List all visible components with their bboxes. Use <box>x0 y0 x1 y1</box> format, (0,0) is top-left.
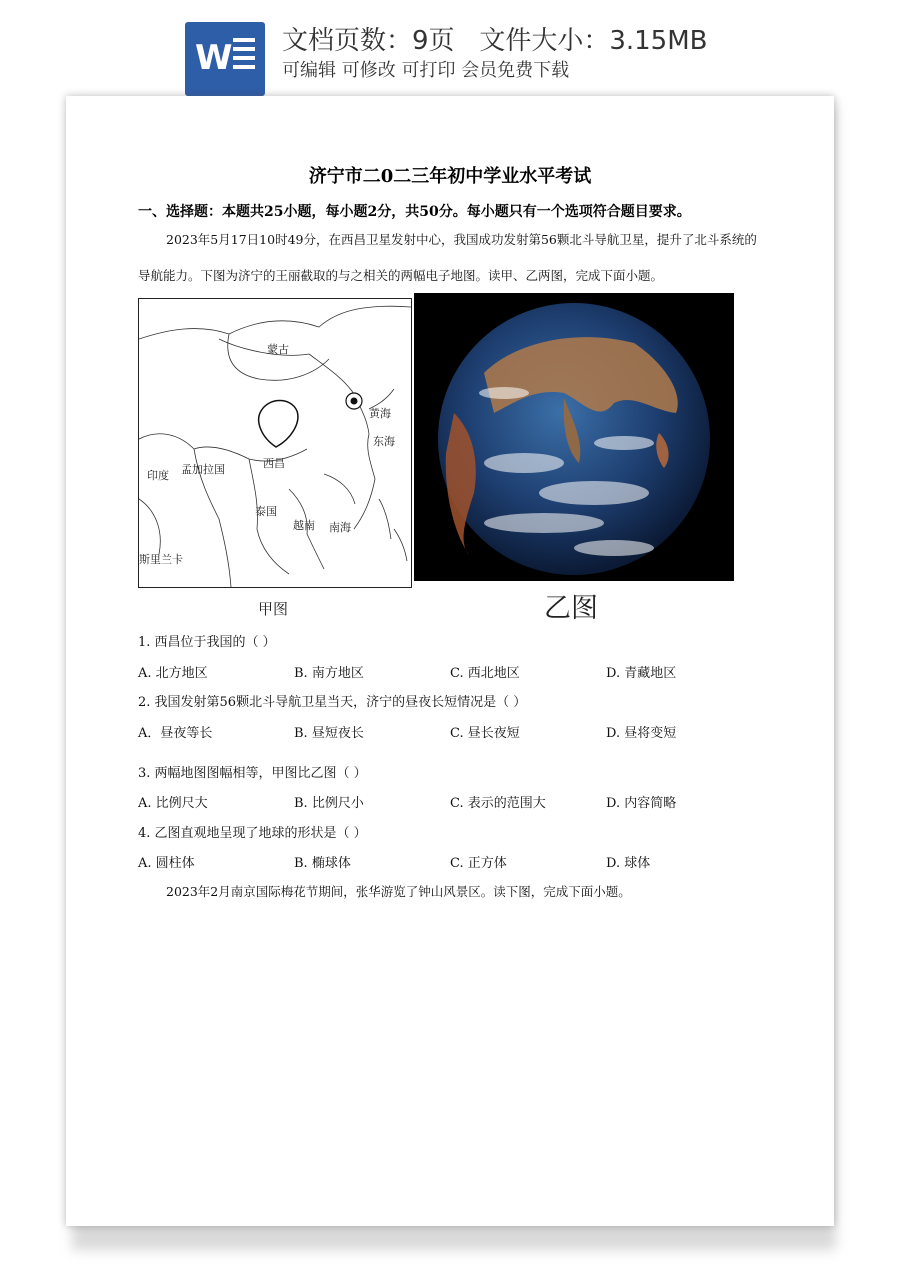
question-intro: 2023年5月17日10时49分，在西昌卫星发射中心，我国成功发射第56颗北斗导航卫星，提升了北斗系统的导航能力。下图为济宁的王丽截取的与之相关的两幅电子地图。读甲、乙两图，完成下面小题。 <box>138 232 757 283</box>
question-1: 1. 西昌位于我国的（ ） <box>138 635 276 650</box>
label-india: 印度 <box>147 469 169 482</box>
label-yellow-sea: 黄海 <box>369 407 391 420</box>
q2-option-b: B. 昼短夜长 <box>294 726 364 741</box>
q1-option-a: A. 北方地区 <box>138 666 208 681</box>
file-features: 可编辑 可修改 可打印 会员免费下载 <box>282 60 570 81</box>
q1-option-b: B. 南方地区 <box>294 666 364 681</box>
q4-option-d: D. 球体 <box>606 856 651 871</box>
download-banner <box>0 0 900 100</box>
label-south-sea: 南海 <box>329 521 351 534</box>
label-east-sea: 东海 <box>373 435 395 448</box>
section-heading: 一、选择题：本题共25小题，每小题2分，共50分。每小题只有一个选项符合题目要求。 <box>138 204 691 220</box>
word-icon <box>185 22 265 96</box>
q2-option-d: D. 昼将变短 <box>606 726 677 741</box>
q4-option-b: B. 椭球体 <box>294 856 351 871</box>
file-info-title: 文档页数：9页 文件大小：3.15MB <box>282 26 708 56</box>
label-srilanka: 斯里兰卡 <box>139 553 183 566</box>
question-4: 4. 乙图直观地呈现了地球的形状是（ ） <box>138 826 367 841</box>
label-xichang: 西昌 <box>263 457 285 470</box>
q2-option-a: A．昼夜等长 <box>138 726 213 741</box>
location-pin-icon <box>259 401 298 448</box>
question-2: 2. 我国发射第56颗北斗导航卫星当天，济宁的昼夜长短情况是（ ） <box>138 695 527 710</box>
q4-option-c: C. 正方体 <box>450 856 507 871</box>
label-vietnam: 越南 <box>293 519 315 532</box>
caption-yi: 乙图 <box>544 593 598 624</box>
q1-option-d: D. 青藏地区 <box>606 666 677 681</box>
caption-jia: 甲图 <box>258 600 289 618</box>
label-bangladesh: 孟加拉国 <box>181 463 225 476</box>
q1-option-c: C. 西北地区 <box>450 666 520 681</box>
q3-option-d: D. 内容简略 <box>606 796 677 811</box>
label-thailand: 泰国 <box>255 505 277 518</box>
question-3: 3. 两幅地图图幅相等，甲图比乙图（ ） <box>138 766 367 781</box>
earth-image <box>414 293 734 581</box>
document-page <box>66 96 834 1226</box>
label-mongolia: 蒙古 <box>267 343 289 356</box>
q3-option-c: C. 表示的范围大 <box>450 796 546 811</box>
q4-option-a: A. 圆柱体 <box>138 856 195 871</box>
question-intro-2: 2023年2月南京国际梅花节期间，张华游览了钟山风景区。读下图，完成下面小题。 <box>166 884 631 899</box>
q3-option-b: B. 比例尺小 <box>294 796 364 811</box>
map-jia <box>138 298 412 588</box>
q3-option-a: A. 比例尺大 <box>138 796 208 811</box>
q2-option-c: C. 昼长夜短 <box>450 726 520 741</box>
word-logo-letter: W <box>195 38 233 78</box>
exam-title: 济宁市二0二三年初中学业水平考试 <box>308 166 592 187</box>
jining-marker-icon <box>351 398 358 405</box>
